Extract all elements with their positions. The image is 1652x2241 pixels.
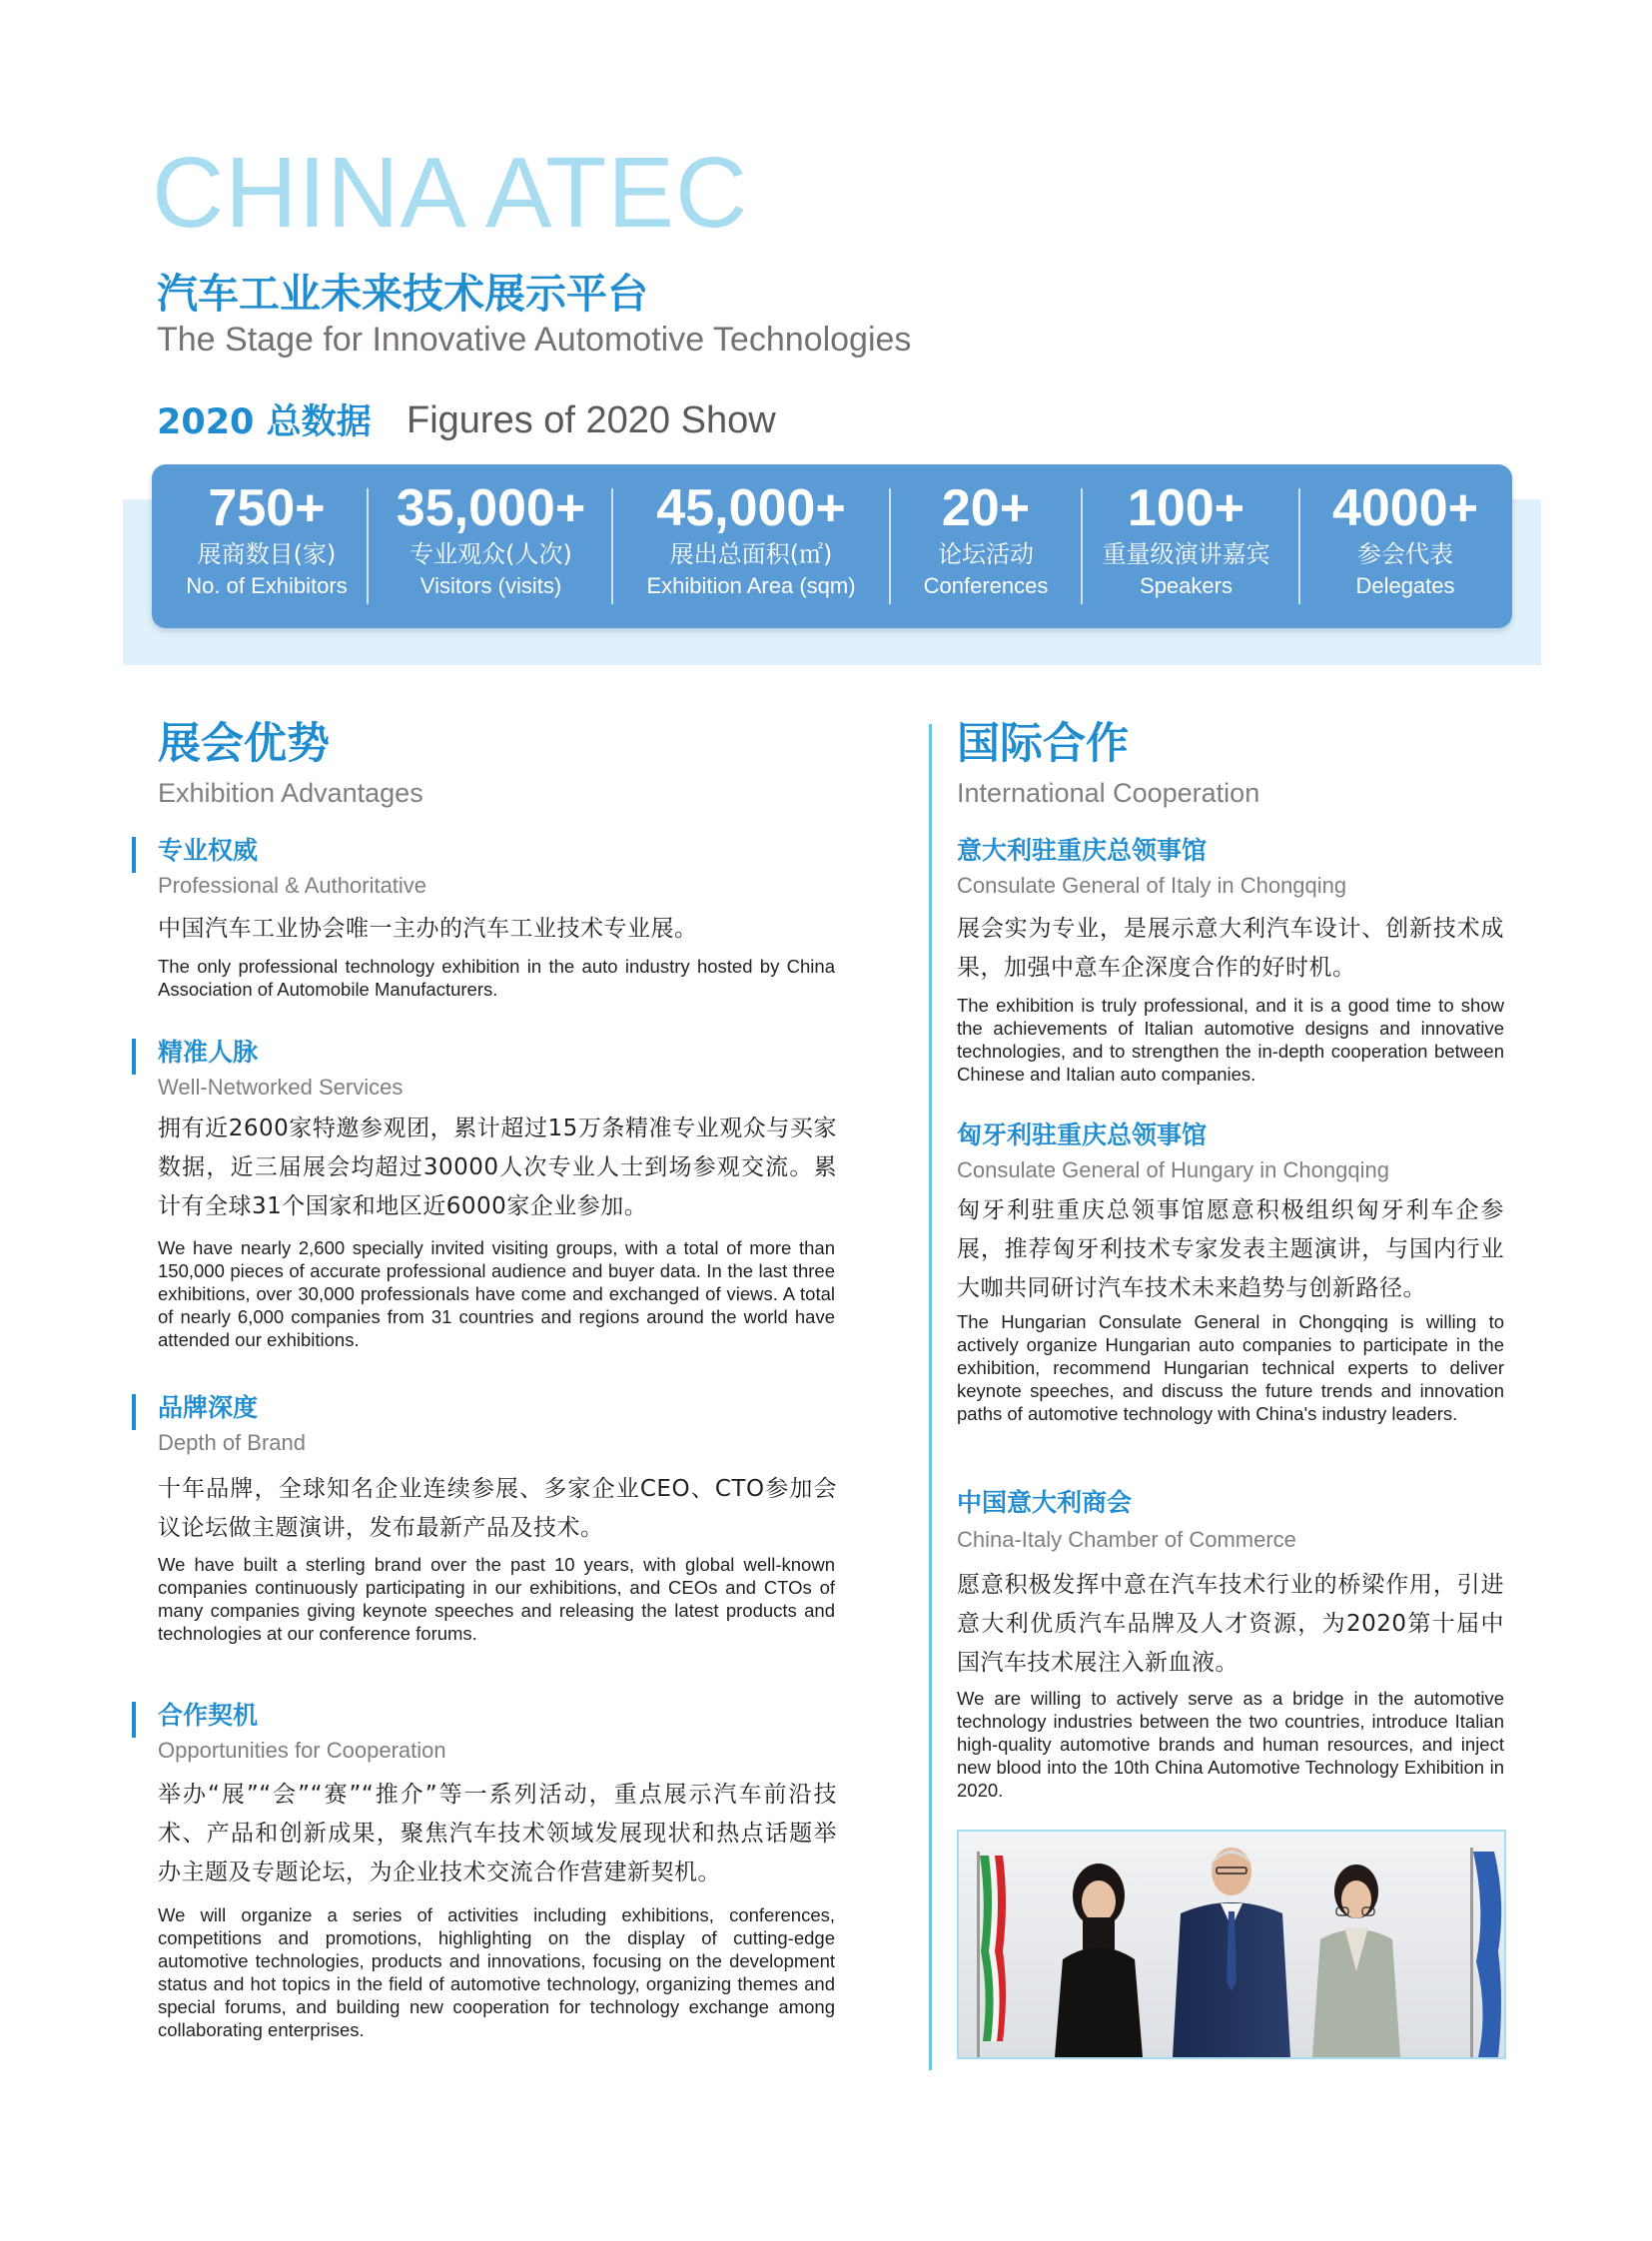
item-body-cn: 中国汽车工业协会唯一主办的汽车工业技术专业展。 <box>158 916 698 942</box>
stat-value: 45,000+ <box>656 479 846 537</box>
accent-bar <box>132 1702 136 1738</box>
stat-divider <box>889 488 891 604</box>
item-body-en: We will organize a series of activities including exhibitions, conferences, competitions and promotions, highlighting on the display of cutting-edge automotive technologies, products and innovations, focusing on the development status and hot topics in the field of automotive technology, organizing themes and special forums, and building new cooperation for technology exchange among collaborating enterprises. <box>158 1904 835 2040</box>
stat-divider <box>611 488 613 604</box>
item-title-en: Depth of Brand <box>158 1430 306 1455</box>
stat-conferences <box>896 478 1076 601</box>
item-title-en: Consulate General of Hungary in Chongqing <box>957 1157 1389 1182</box>
item-body-cn: 匈牙利驻重庆总领事馆愿意积极组织匈牙利车企参展，推荐匈牙利技术专家发表主题演讲，与国内行业大咖共同研讨汽车技术未来趋势与创新路径。 <box>957 1197 1504 1301</box>
figures-heading-en: Figures of 2020 Show <box>407 399 776 441</box>
section-title-en: International Cooperation <box>957 778 1260 808</box>
item-title-cn: 品牌深度 <box>158 1393 259 1422</box>
stat-value: 100+ <box>1127 479 1245 537</box>
item-title-cn: 意大利驻重庆总领事馆 <box>957 836 1208 865</box>
section-title-cn: 国际合作 <box>957 719 1129 769</box>
stat-label-en: Delegates <box>1355 573 1455 598</box>
stat-label-cn: 重量级演讲嘉宾 <box>1102 540 1270 568</box>
item-title-en: Well-Networked Services <box>158 1075 404 1100</box>
stat-value: 4000+ <box>1331 479 1479 537</box>
item-body-cn: 展会实为专业，是展示意大利汽车设计、创新技术成果，加强中意车企深度合作的好时机。 <box>957 916 1504 981</box>
accent-bar <box>132 1394 136 1430</box>
item-title-cn: 精准人脉 <box>158 1038 259 1067</box>
item-title-en: China-Italy Chamber of Commerce <box>957 1527 1296 1552</box>
stat-speakers <box>1089 478 1283 601</box>
item-title-cn: 专业权威 <box>158 836 259 865</box>
stat-label-cn: 参会代表 <box>1357 540 1453 568</box>
stat-label-cn: 专业观众(人次) <box>410 540 572 568</box>
stat-divider <box>1298 488 1300 604</box>
subtitle-en: The Stage for Innovative Automotive Technologies <box>157 321 912 359</box>
item-title-en: Consulate General of Italy in Chongqing <box>957 873 1347 898</box>
item-body-en: We are willing to actively serve as a bridge in the automotive technology industries between the two countries, introduce Italian high-quality automotive brands and human resources, and inject new blood into the 10th China Automotive Technology Exhibition in 2020. <box>957 1688 1504 1801</box>
subtitle-cn: 汽车工业未来技术展示平台 <box>157 270 648 318</box>
accent-bar <box>132 1039 136 1075</box>
accent-bar <box>132 837 136 873</box>
stat-value: 750+ <box>208 479 326 537</box>
item-body-cn: 拥有近2600家特邀参观团，累计超过15万条精准专业观众与买家数据，近三届展会均超过30000人次专业人士到场参观交流。累计有全球31个国家和地区近6000家企业参加。 <box>158 1116 837 1219</box>
stat-value: 35,000+ <box>396 479 586 537</box>
stat-label-en: Exhibition Area (sqm) <box>646 573 856 598</box>
column-divider <box>929 724 932 2070</box>
stats-panel <box>152 464 1512 628</box>
item-title-cn: 合作契机 <box>158 1701 259 1730</box>
item-body-en: We have built a sterling brand over the past 10 years, with global well-known companies continuously participating in our exhibitions, and CEOs and CTOs of many companies giving keynote speeches and releasing the latest products and technologies at our conference forums. <box>158 1554 835 1644</box>
stat-label-cn: 展出总面积(㎡) <box>669 540 833 568</box>
item-body-en: We have nearly 2,600 specially invited visiting groups, with a total of more than 150,000 pieces of accurate professional audience and buyer data. In the last three exhibitions, over 30,000 professionals have come and exchanged of views. A total of nearly 6,000 companies from 31 countries and regions around the world have attended our exhibitions. <box>158 1237 835 1350</box>
photo-illustration <box>959 1832 1504 2057</box>
stat-label-cn: 论坛活动 <box>938 540 1034 568</box>
item-body-en: The only professional technology exhibition in the auto industry hosted by China Association of Automobile Manufacturers. <box>158 956 835 1000</box>
item-body-cn: 举办“展”“会”“赛”“推介”等一系列活动，重点展示汽车前沿技术、产品和创新成果，聚焦汽车技术领域发展现状和热点话题举办主题及专题论坛，为企业技术交流合作营建新契机。 <box>158 1782 837 1885</box>
hero-title: CHINA ATEC <box>152 137 749 249</box>
section-title-en: Exhibition Advantages <box>158 778 423 808</box>
stat-area <box>616 478 886 601</box>
item-body-cn: 十年品牌，全球知名企业连续参展、多家企业CEO、CTO参加会议论坛做主题演讲，发布最新产品及技术。 <box>158 1476 837 1541</box>
item-title-en: Professional & Authoritative <box>158 873 427 898</box>
item-body-en: The Hungarian Consulate General in Chongqing is willing to actively organize Hungarian auto companies to participate in the exhibition, recommend Hungarian technical experts to deliver keynote speeches, and discuss the future trends and innovation paths of automotive technology with China's industry leaders. <box>957 1311 1504 1424</box>
item-body-en: The exhibition is truly professional, and it is a good time to show the achievements of Italian automotive designs and innovative technologies, and to strengthen the in-depth cooperation between Chinese and Italian auto companies. <box>957 995 1504 1085</box>
consulate-photo <box>957 1830 1506 2059</box>
item-title-en: Opportunities for Cooperation <box>158 1738 446 1763</box>
figures-heading-cn: 2020 总数据 <box>157 402 372 442</box>
section-title-cn: 展会优势 <box>158 719 330 769</box>
stat-visitors <box>374 478 608 601</box>
stat-label-en: Visitors (visits) <box>419 573 562 598</box>
stat-label-cn: 展商数目(家) <box>197 540 337 568</box>
item-title-cn: 中国意大利商会 <box>957 1488 1133 1517</box>
item-body-cn: 愿意积极发挥中意在汽车技术行业的桥梁作用，引进意大利优质汽车品牌及人才资源，为2020第十届中国汽车技术展注入新血液。 <box>957 1572 1504 1676</box>
stat-value: 20+ <box>941 479 1031 537</box>
stat-divider <box>1081 488 1083 604</box>
stat-delegates <box>1305 478 1505 601</box>
item-title-cn: 匈牙利驻重庆总领事馆 <box>957 1120 1208 1149</box>
stat-label-en: Conferences <box>923 573 1049 598</box>
stat-exhibitors <box>172 478 362 601</box>
stat-label-en: Speakers <box>1140 573 1233 598</box>
stat-label-en: No. of Exhibitors <box>186 573 348 598</box>
stat-divider <box>367 488 369 604</box>
